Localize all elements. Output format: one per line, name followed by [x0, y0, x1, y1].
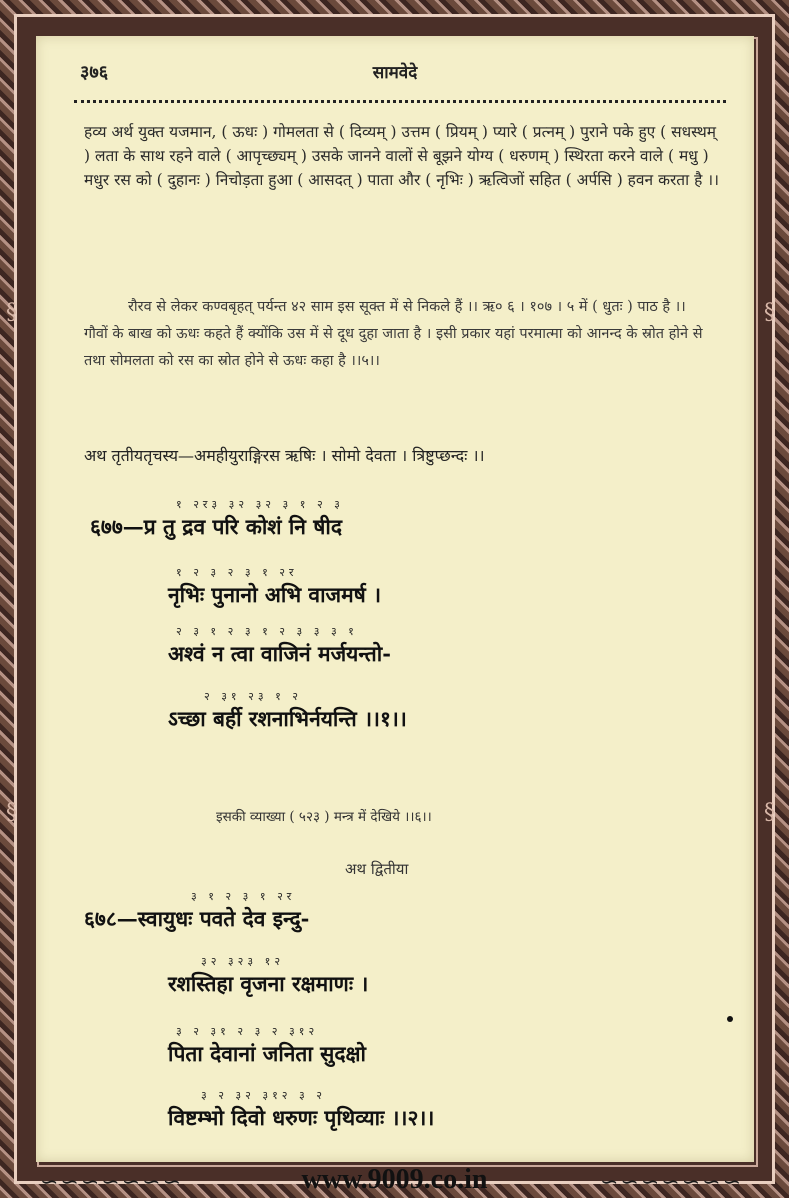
- accent-marks: २ ३ १ २ ३ १ २ ३ ३ ३ १: [176, 625, 358, 638]
- mantra-line: विष्टम्भो दिवो धरुणः पृथिव्याः ।।२।।: [168, 1105, 435, 1130]
- cross-reference-note: इसकी व्याख्या ( ५२३ ) मन्त्र में देखिये ।।६।।: [216, 809, 432, 825]
- mantra-line: ६७८—स्वायुधः पवते देव इन्दु-: [84, 906, 310, 931]
- right-ornament-icon: §: [764, 800, 775, 825]
- mantra-line: नृभिः पुनानो अभि वाजमर्ष ।: [168, 582, 382, 607]
- accent-marks: ३ २ ३२ ३१२ ३ २: [201, 1089, 326, 1102]
- accent-marks: १ २ ३ २ ३ १ २र: [176, 566, 298, 579]
- right-flourish-icon: ∽∽∽∽∽∽∽: [600, 1170, 744, 1195]
- mantra-line: ऽच्छा बर्ही रशनाभिर्नयन्ति ।।१।।: [168, 706, 407, 731]
- accent-marks: २ ३१ २३ १ २: [204, 690, 303, 703]
- section-heading: अथ द्वितीया: [345, 860, 409, 878]
- accent-marks: ३ १ २ ३ १ २र: [191, 890, 296, 903]
- commentary-paragraph-1: हव्य अर्थ युक्त यजमान, ( ऊधः ) गोमलता से ( दिव्यम् ) उत्तम ( प्रियम् ) प्यारे ( प्रत्नम् ) पुराने पके हुए ( सधस्थम् ) लता के साथ रहने वाले ( आपृच्छ्यम् ) उसके जानने वालों से बूझने योग्य ( धरुणम् ) स्थिरता करने वाले ( मधु ) मधुर रस को ( दुहानः ) निचोड़ता हुआ ( आसदत् ) पाता और ( नृभिः ) ऋत्विजों सहित ( अर्पसि ) हवन करता है ।।: [84, 123, 719, 189]
- rishi-devata-line: अथ तृतीयतृचस्य—अमहीयुराङ्गिरस ऋषिः । सोमो देवता । त्रिष्टुप्छन्दः ।।: [84, 446, 485, 465]
- accent-marks: १ २र३ ३२ ३२ ३ १ २ ३: [176, 498, 344, 511]
- mantra-line: ६७७—प्र तु द्रव परि कोशं नि षीद: [90, 514, 342, 539]
- left-ornament-icon: §: [6, 800, 17, 825]
- mantra-line: पिता देवानां जनिता सुदक्षो: [168, 1041, 366, 1066]
- left-flourish-icon: ∽∽∽∽∽∽∽: [40, 1170, 184, 1195]
- running-title: सामवेदे: [372, 63, 418, 83]
- website-watermark: www.9009.co.in: [301, 1164, 488, 1195]
- page-number: ३७६: [80, 62, 109, 83]
- left-ornament-icon: §: [6, 300, 17, 325]
- page-header: [36, 60, 754, 88]
- accent-marks: ३२ ३२३ १२: [201, 955, 285, 968]
- accent-marks: ३ २ ३१ २ ३ २ ३१२: [176, 1025, 319, 1038]
- header-dotted-rule: [74, 100, 726, 103]
- print-speck: [727, 1016, 733, 1022]
- right-ornament-icon: §: [764, 300, 775, 325]
- commentary-paragraph-2: रौरव से लेकर कण्वबृहत् पर्यन्त ४२ साम इस सूक्त में से निकले हैं ।। ऋ० ६ । १०७ । ५ में ( धुतः ) पाठ है ।। गौवों के बाख को ऊधः कहते हैं क्योंकि उस में से दूध दुहा जाता है । इसी प्रकार यहां परमात्मा को आनन्द के स्रोत होने से तथा सोमलता को रस का स्रोत होने से ऊधः कहा है ।।५।।: [84, 299, 703, 369]
- scanned-page: [36, 36, 754, 1162]
- mantra-line: रशस्तिहा वृजना रक्षमाणः ।: [168, 971, 369, 996]
- mantra-line: अश्वं न त्वा वाजिनं मर्जयन्तो-: [168, 641, 391, 666]
